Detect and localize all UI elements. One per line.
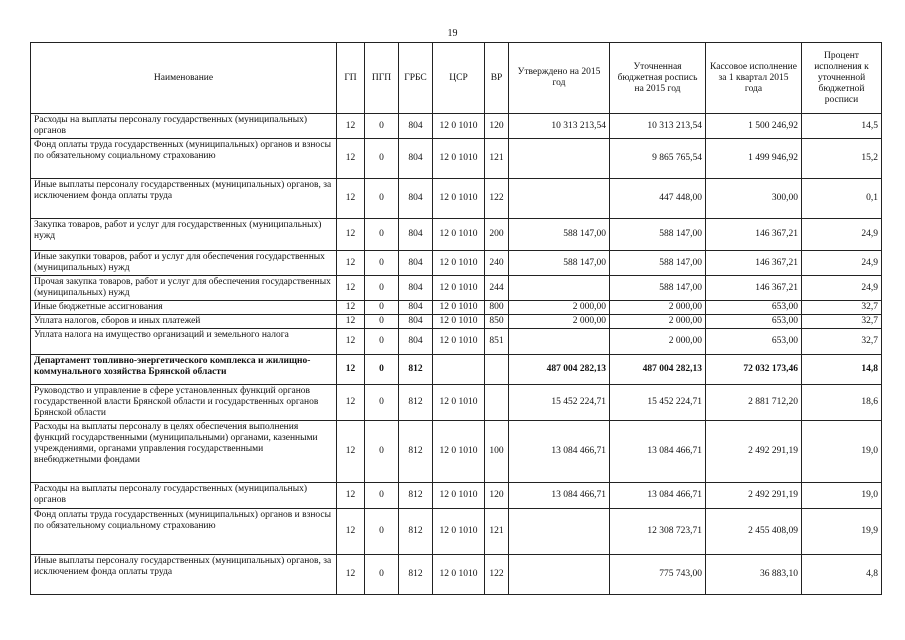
table-row — [31, 251, 882, 276]
cell-name: Расходы на выплаты персоналу в целях обеспечения выполнения функций государственными (муниципальными) органами, казенными учреждениями, органами управления государственными внебюджетными фондами — [31, 421, 337, 483]
cell-pgp: 0 — [365, 355, 399, 385]
cell-grbs: 812 — [399, 385, 433, 421]
cell-gp: 12 — [337, 219, 365, 251]
cell-percent: 32,7 — [802, 301, 882, 315]
cell-name: Департамент топливно-энергетического комплекса и жилищно-коммунального хозяйства Брянской области — [31, 355, 337, 385]
cell-cash: 300,00 — [706, 179, 802, 219]
cell-grbs: 804 — [399, 251, 433, 276]
cell-grbs: 804 — [399, 219, 433, 251]
cell-cash: 653,00 — [706, 315, 802, 329]
cell-cash: 1 500 246,92 — [706, 114, 802, 139]
cell-approved: 487 004 282,13 — [509, 355, 610, 385]
cell-cash: 36 883,10 — [706, 555, 802, 595]
cell-vr: 100 — [485, 421, 509, 483]
cell-gp: 12 — [337, 483, 365, 509]
table-row — [31, 555, 882, 595]
table-row — [31, 315, 882, 329]
cell-gp: 12 — [337, 509, 365, 555]
cell-refined: 2 000,00 — [610, 329, 706, 355]
header-name: Наименование — [31, 43, 337, 114]
cell-name: Закупка товаров, работ и услуг для государственных (муниципальных) нужд — [31, 219, 337, 251]
cell-pgp: 0 — [365, 385, 399, 421]
cell-pgp: 0 — [365, 509, 399, 555]
cell-pgp: 0 — [365, 555, 399, 595]
cell-grbs: 812 — [399, 421, 433, 483]
cell-vr: 850 — [485, 315, 509, 329]
cell-refined: 13 084 466,71 — [610, 483, 706, 509]
table-row — [31, 139, 882, 179]
cell-vr: 120 — [485, 114, 509, 139]
cell-approved — [509, 509, 610, 555]
cell-pgp: 0 — [365, 114, 399, 139]
cell-pgp: 0 — [365, 483, 399, 509]
cell-vr: 800 — [485, 301, 509, 315]
table-row — [31, 483, 882, 509]
cell-refined: 775 743,00 — [610, 555, 706, 595]
cell-name: Уплата налога на имущество организаций и земельного налога — [31, 329, 337, 355]
header-gp: ГП — [337, 43, 365, 114]
cell-gp: 12 — [337, 139, 365, 179]
cell-csr: 12 0 1010 — [433, 219, 485, 251]
cell-approved: 2 000,00 — [509, 315, 610, 329]
cell-percent: 24,9 — [802, 219, 882, 251]
header-grbs: ГРБС — [399, 43, 433, 114]
cell-csr: 12 0 1010 — [433, 483, 485, 509]
cell-grbs: 804 — [399, 315, 433, 329]
cell-csr: 12 0 1010 — [433, 421, 485, 483]
table-row — [31, 276, 882, 301]
cell-approved: 588 147,00 — [509, 251, 610, 276]
cell-approved: 2 000,00 — [509, 301, 610, 315]
cell-vr: 244 — [485, 276, 509, 301]
cell-vr: 851 — [485, 329, 509, 355]
cell-grbs: 804 — [399, 276, 433, 301]
cell-vr: 120 — [485, 483, 509, 509]
cell-vr: 121 — [485, 509, 509, 555]
table-row — [31, 179, 882, 219]
table-row — [31, 329, 882, 355]
cell-gp: 12 — [337, 114, 365, 139]
header-pgp: ПГП — [365, 43, 399, 114]
cell-refined: 588 147,00 — [610, 251, 706, 276]
cell-csr: 12 0 1010 — [433, 385, 485, 421]
cell-approved — [509, 329, 610, 355]
cell-vr — [485, 385, 509, 421]
cell-grbs: 812 — [399, 555, 433, 595]
cell-cash: 146 367,21 — [706, 276, 802, 301]
header-row — [31, 43, 882, 114]
cell-vr: 122 — [485, 179, 509, 219]
cell-gp: 12 — [337, 276, 365, 301]
cell-gp: 12 — [337, 301, 365, 315]
page-number: 19 — [447, 28, 458, 39]
cell-approved — [509, 179, 610, 219]
table-row — [31, 219, 882, 251]
header-refined: Уточненная бюджетная роспись на 2015 год — [610, 43, 706, 114]
cell-refined: 487 004 282,13 — [610, 355, 706, 385]
cell-vr: 121 — [485, 139, 509, 179]
cell-name: Руководство и управление в сфере установленных функций органов государственной власти Брянской области и государственных органов Брянской области — [31, 385, 337, 421]
cell-refined: 447 448,00 — [610, 179, 706, 219]
cell-gp: 12 — [337, 251, 365, 276]
cell-pgp: 0 — [365, 301, 399, 315]
cell-pgp: 0 — [365, 421, 399, 483]
cell-csr: 12 0 1010 — [433, 139, 485, 179]
cell-name: Фонд оплаты труда государственных (муниципальных) органов и взносы по обязательному социальному страхованию — [31, 139, 337, 179]
cell-csr: 12 0 1010 — [433, 179, 485, 219]
cell-cash: 653,00 — [706, 301, 802, 315]
cell-refined: 12 308 723,71 — [610, 509, 706, 555]
header-percent: Процент исполнения к уточненной бюджетной росписи — [802, 43, 882, 114]
table-row — [31, 301, 882, 315]
cell-name: Иные выплаты персоналу государственных (муниципальных) органов, за исключением фонда оплаты труда — [31, 555, 337, 595]
cell-refined: 15 452 224,71 — [610, 385, 706, 421]
cell-gp: 12 — [337, 329, 365, 355]
cell-cash: 1 499 946,92 — [706, 139, 802, 179]
cell-grbs: 804 — [399, 301, 433, 315]
cell-approved — [509, 276, 610, 301]
table-row — [31, 509, 882, 555]
cell-gp: 12 — [337, 385, 365, 421]
cell-name: Фонд оплаты труда государственных (муниципальных) органов и взносы по обязательному социальному страхованию — [31, 509, 337, 555]
cell-gp: 12 — [337, 421, 365, 483]
cell-gp: 12 — [337, 179, 365, 219]
cell-gp: 12 — [337, 355, 365, 385]
cell-percent: 19,0 — [802, 421, 882, 483]
cell-approved: 15 452 224,71 — [509, 385, 610, 421]
cell-name: Расходы на выплаты персоналу государственных (муниципальных) органов — [31, 483, 337, 509]
cell-percent: 15,2 — [802, 139, 882, 179]
cell-refined: 588 147,00 — [610, 219, 706, 251]
header-vr: ВР — [485, 43, 509, 114]
cell-csr: 12 0 1010 — [433, 276, 485, 301]
cell-name: Иные бюджетные ассигнования — [31, 301, 337, 315]
cell-vr: 240 — [485, 251, 509, 276]
cell-percent: 14,5 — [802, 114, 882, 139]
cell-grbs: 812 — [399, 483, 433, 509]
cell-percent: 32,7 — [802, 329, 882, 355]
cell-pgp: 0 — [365, 139, 399, 179]
cell-csr: 12 0 1010 — [433, 555, 485, 595]
cell-refined: 13 084 466,71 — [610, 421, 706, 483]
cell-csr: 12 0 1010 — [433, 329, 485, 355]
cell-percent: 0,1 — [802, 179, 882, 219]
cell-refined: 2 000,00 — [610, 301, 706, 315]
table-row — [31, 421, 882, 483]
cell-name: Прочая закупка товаров, работ и услуг для обеспечения государственных (муниципальных) нужд — [31, 276, 337, 301]
cell-approved — [509, 555, 610, 595]
cell-cash: 2 881 712,20 — [706, 385, 802, 421]
cell-grbs: 804 — [399, 139, 433, 179]
cell-name: Иные выплаты персоналу государственных (муниципальных) органов, за исключением фонда оплаты труда — [31, 179, 337, 219]
cell-csr: 12 0 1010 — [433, 301, 485, 315]
cell-cash: 72 032 173,46 — [706, 355, 802, 385]
cell-approved — [509, 139, 610, 179]
cell-approved: 13 084 466,71 — [509, 421, 610, 483]
cell-cash: 2 455 408,09 — [706, 509, 802, 555]
cell-grbs: 812 — [399, 355, 433, 385]
cell-approved: 588 147,00 — [509, 219, 610, 251]
cell-pgp: 0 — [365, 276, 399, 301]
cell-pgp: 0 — [365, 251, 399, 276]
cell-csr — [433, 355, 485, 385]
cell-refined: 588 147,00 — [610, 276, 706, 301]
table-row — [31, 114, 882, 139]
cell-percent: 4,8 — [802, 555, 882, 595]
cell-cash: 2 492 291,19 — [706, 483, 802, 509]
cell-cash: 2 492 291,19 — [706, 421, 802, 483]
cell-gp: 12 — [337, 315, 365, 329]
cell-percent: 14,8 — [802, 355, 882, 385]
cell-percent: 24,9 — [802, 251, 882, 276]
budget-table — [30, 42, 882, 595]
cell-refined: 2 000,00 — [610, 315, 706, 329]
header-cash: Кассовое исполнение за 1 квартал 2015 года — [706, 43, 802, 114]
cell-cash: 146 367,21 — [706, 251, 802, 276]
cell-csr: 12 0 1010 — [433, 251, 485, 276]
cell-csr: 12 0 1010 — [433, 114, 485, 139]
cell-approved: 13 084 466,71 — [509, 483, 610, 509]
cell-percent: 19,9 — [802, 509, 882, 555]
cell-pgp: 0 — [365, 329, 399, 355]
cell-gp: 12 — [337, 555, 365, 595]
header-csr: ЦСР — [433, 43, 485, 114]
cell-pgp: 0 — [365, 179, 399, 219]
cell-name: Уплата налогов, сборов и иных платежей — [31, 315, 337, 329]
cell-csr: 12 0 1010 — [433, 509, 485, 555]
cell-percent: 32,7 — [802, 315, 882, 329]
cell-refined: 9 865 765,54 — [610, 139, 706, 179]
cell-vr: 122 — [485, 555, 509, 595]
cell-percent: 24,9 — [802, 276, 882, 301]
cell-vr: 200 — [485, 219, 509, 251]
cell-name: Расходы на выплаты персоналу государственных (муниципальных) органов — [31, 114, 337, 139]
cell-grbs: 812 — [399, 509, 433, 555]
cell-grbs: 804 — [399, 114, 433, 139]
cell-percent: 18,6 — [802, 385, 882, 421]
cell-approved: 10 313 213,54 — [509, 114, 610, 139]
cell-grbs: 804 — [399, 329, 433, 355]
cell-csr: 12 0 1010 — [433, 315, 485, 329]
table-row — [31, 355, 882, 385]
cell-cash: 653,00 — [706, 329, 802, 355]
table-row — [31, 385, 882, 421]
cell-vr — [485, 355, 509, 385]
cell-name: Иные закупки товаров, работ и услуг для обеспечения государственных (муниципальных) нужд — [31, 251, 337, 276]
cell-grbs: 804 — [399, 179, 433, 219]
cell-refined: 10 313 213,54 — [610, 114, 706, 139]
cell-percent: 19,0 — [802, 483, 882, 509]
header-approved: Утверждено на 2015 год — [509, 43, 610, 114]
table-body — [31, 114, 882, 595]
cell-pgp: 0 — [365, 219, 399, 251]
cell-pgp: 0 — [365, 315, 399, 329]
cell-cash: 146 367,21 — [706, 219, 802, 251]
